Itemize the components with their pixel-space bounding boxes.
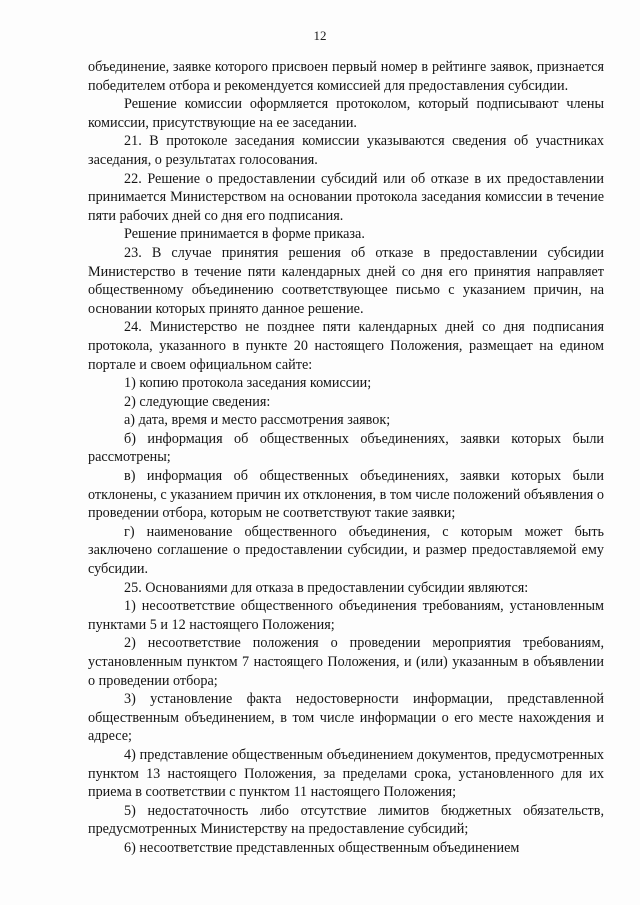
paragraph-item-24-2v: в) информация об общественных объединениях, заявки которых были отклонены, с указанием причин их отклонения, в том числе положений объявления о проведении отбора, которым не соответствуют такие заявки; [88, 468, 604, 522]
paragraph-clause-24: 24. Министерство не позднее пяти календарных дней со дня подписания протокола, указанного в пункте 20 настоящего Положения, размещает на едином портале и своем официальном сайте: [88, 319, 604, 373]
paragraph-item-24-1: 1) копию протокола заседания комиссии; [124, 375, 372, 392]
paragraph-item-25-3: 3) установление факта недостоверности информации, представленной общественным объединением, в том числе информации о его месте нахождения и адресе; [88, 691, 604, 745]
paragraph-continuation: объединение, заявке которого присвоен первый номер в рейтинге заявок, признается победителем отбора и рекомендуется комиссией для предоставления субсидии. [88, 59, 604, 94]
paragraph-clause-23: 23. В случае принятия решения об отказе в предоставлении субсидии Министерство в течение пяти календарных дней со дня его принятия направляет общественному объединению соответствующее письмо с указанием причин, на основании которых принято данное решение. [88, 244, 604, 317]
paragraph-item-24-2b: б) информация об общественных объединениях, заявки которых были рассмотрены; [88, 430, 604, 466]
paragraph-item-25-6: 6) несоответствие представленных общественным объединением [124, 839, 520, 856]
page-number: 12 [313, 28, 327, 43]
paragraph-item-24-2a: а) дата, время и место рассмотрения заявок; [124, 412, 391, 429]
paragraph-item-25-2: 2) несоответствие положения о проведении мероприятия требованиям, установленным пунктом 7 настоящего Положения, и (или) указанным в объявлении о проведении отбора; [88, 635, 604, 689]
paragraph-clause-22: 22. Решение о предоставлении субсидий или об отказе в их предоставлении принимается Министерством на основании протокола заседания комиссии в течение пяти рабочих дней со дня его подписания. [88, 170, 604, 224]
document-body [88, 58, 604, 858]
paragraph-item-24-2g: г) наименование общественного объединения, с которым может быть заключено соглашение о предоставлении субсидии, и размер предоставляемой ему субсидии. [88, 523, 604, 578]
paragraph-item-25-1: 1) несоответствие общественного объединения требованиям, установленным пунктами 5 и 12 настоящего Положения; [88, 598, 604, 633]
paragraph-item-25-4: 4) представление общественным объединением документов, предусмотренных пунктом 13 настоящего Положения, за пределами срока, установленного для их приема в соответствии с пунктом 11 настоящего Положения; [88, 746, 604, 801]
paragraph-clause-25: 25. Основаниями для отказа в предоставлении субсидии являются: [124, 579, 529, 596]
paragraph-commission-protocol: Решение комиссии оформляется протоколом, который подписывают члены комиссии, присутствующие на ее заседании. [88, 96, 604, 131]
paragraph-clause-21: 21. В протоколе заседания комиссии указываются сведения об участниках заседания, о результатах голосования. [88, 133, 604, 168]
paragraph-item-24-2: 2) следующие сведения: [124, 393, 271, 410]
paragraph-item-25-5: 5) недостаточность либо отсутствие лимитов бюджетных обязательств, предусмотренных Министерству на предоставление субсидий; [88, 802, 604, 838]
paragraph-order-form: Решение принимается в форме приказа. [124, 226, 365, 243]
